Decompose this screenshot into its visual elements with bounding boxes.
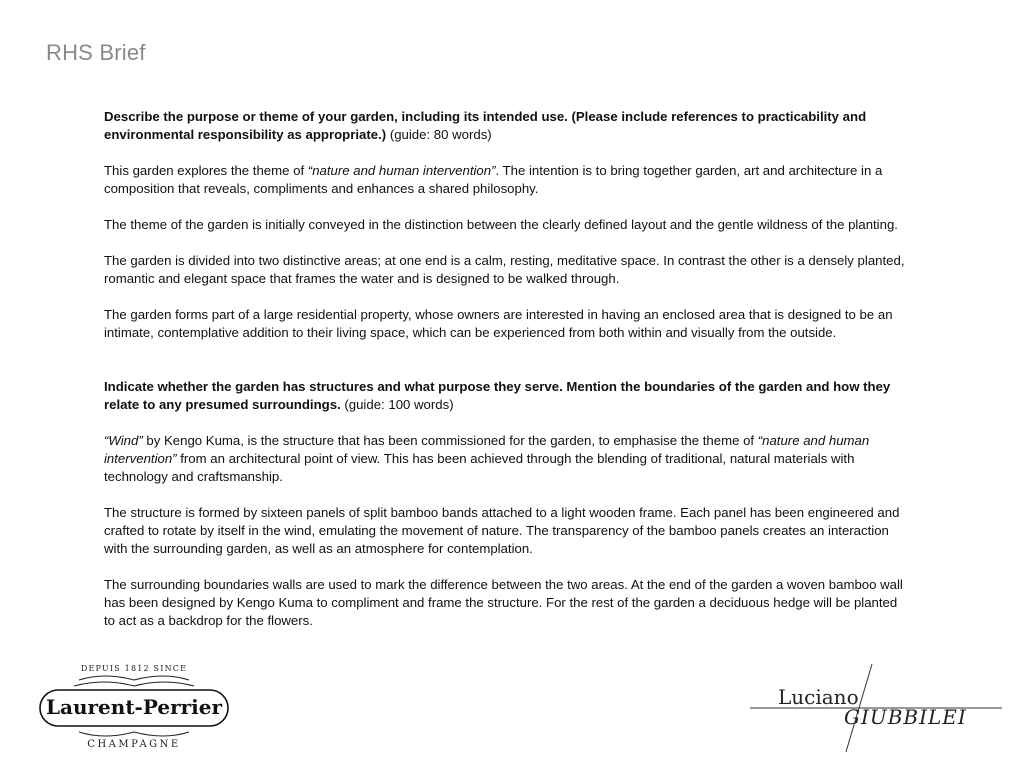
answer-1-p1-italic: “nature and human intervention” (307, 163, 496, 178)
answer-1-paragraph-3: The garden is divided into two distinctive areas; at one end is a calm, resting, meditative space. In contrast the other is a densely planted, romantic and elegant space that frames the water and is designed to be walked through. (104, 253, 905, 286)
page-title: RHS Brief (46, 40, 146, 65)
question-2 (104, 378, 909, 414)
lp-champagne-text: CHAMPAGNE (87, 739, 181, 750)
brief-content (104, 108, 909, 648)
lg-first-name: Luciano (778, 685, 859, 709)
answer-2-p1-mid: by Kengo Kuma, is the structure that has been commissioned for the garden, to emphasise the theme of (142, 433, 758, 448)
answer-2-p1-italic-2: “nature and human intervention” (104, 433, 870, 466)
answer-1-paragraph-2: The theme of the garden is initially conveyed in the distinction between the clearly defined layout and the gentle wildness of the planting. (104, 217, 898, 232)
question-1-guide: (guide: 80 words) (389, 127, 492, 142)
answer-2-paragraph-3: The surrounding boundaries walls are used to mark the difference between the two areas. At the end of the garden a woven bamboo wall has been designed by Kengo Kuma to compliment and frame the structure. For the rest of the garden a deciduous hedge will be planted to act as a backdrop for the flowers. (104, 577, 903, 628)
answer-1-paragraph-4: The garden forms part of a large residential property, whose owners are interested in having an enclosed area that is designed to be an intimate, contemplative addition to their living space, which can be experienced from both within and visually from the outside. (104, 307, 893, 340)
lp-flourish-top (74, 676, 194, 686)
lp-name-text: Laurent-Perrier (45, 695, 223, 719)
lp-flourish-bottom (79, 732, 189, 736)
lg-last-name: GIUBBILEI (844, 705, 967, 729)
answer-2-p1-italic-1: “Wind” (104, 433, 143, 448)
answer-1-paragraph-1 (104, 162, 909, 198)
question-2-guide: (guide: 100 words) (344, 397, 454, 412)
laurent-perrier-logo (34, 660, 234, 752)
answer-2-paragraph-1 (104, 432, 909, 486)
answer-1-p1-pre: This garden explores the theme of (104, 163, 308, 178)
question-2-text: Indicate whether the garden has structures and what purpose they serve. Mention the boundaries of the garden and how they relate to any presumed surroundings. (104, 379, 891, 412)
answer-2-p1-post: from an architectural point of view. This has been achieved through the blending of traditional, natural materials with technology and craftsmanship. (104, 451, 855, 484)
section-spacer (104, 360, 909, 378)
lp-since-text: DEPUIS 1812 SINCE (80, 664, 188, 673)
answer-1-p1-post: . The intention is to bring together garden, art and architecture in a composition that reveals, compliments and enhances a shared philosophy. (104, 163, 883, 196)
luciano-giubbilei-logo (748, 662, 1004, 754)
question-1 (104, 108, 909, 144)
answer-2-paragraph-2: The structure is formed by sixteen panels of split bamboo bands attached to a light wooden frame. Each panel has been engineered and crafted to rotate by itself in the wind, emulating the movement of nature. The transparency of the bamboo panels creates an interaction with the surrounding garden, as well as an atmosphere for contemplation. (104, 505, 900, 556)
question-1-text: Describe the purpose or theme of your garden, including its intended use. (Please include references to practicability and environmental responsibility as appropriate.) (104, 109, 867, 142)
